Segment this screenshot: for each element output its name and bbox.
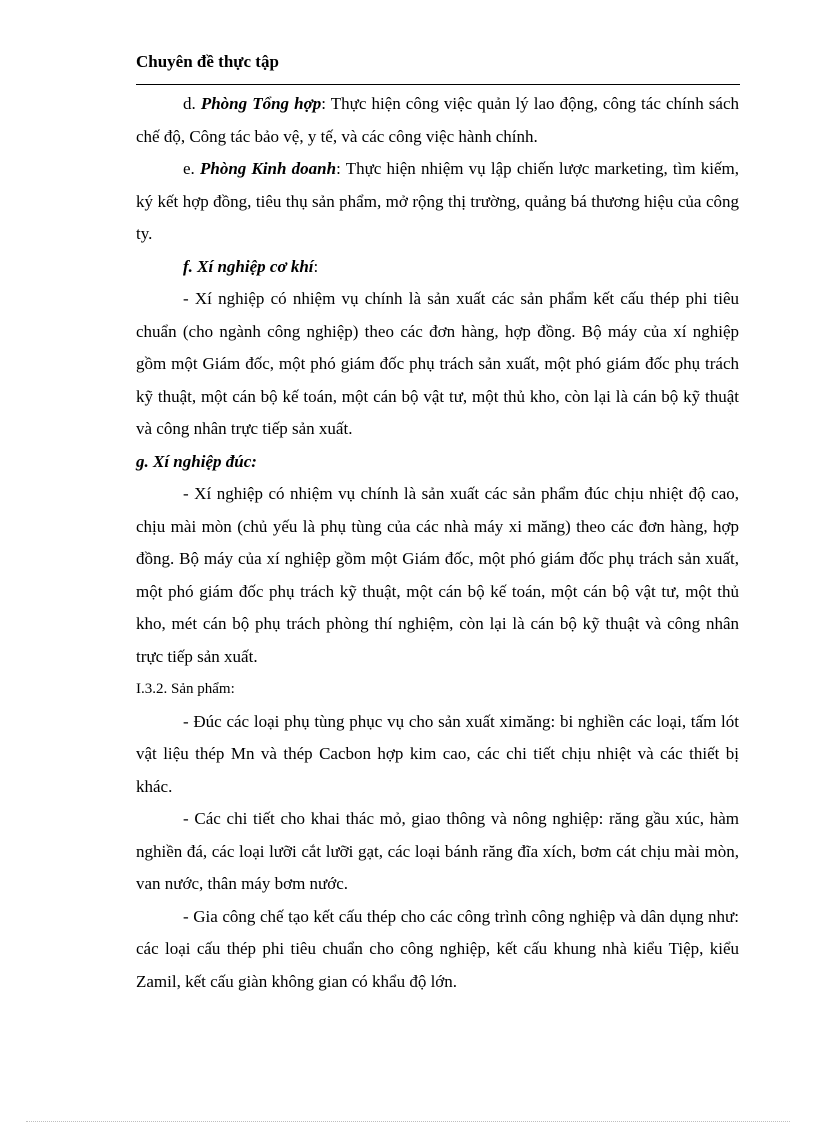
products-item-2: - Các chi tiết cho khai thác mỏ, giao thông và nông nghiệp: răng gầu xúc, hàm nghiền đá, các loại lưỡi cắt lưỡi gạt, các loại bánh răng đĩa xích, bơm cát chịu mài mòn, van nước, thân máy bơm nước. — [136, 809, 739, 893]
section-d-text: : Thực hiện công việc quản lý lao động, công tác chính sách chế độ, Công tác bảo vệ, y tế, và các công việc hành chính. — [136, 94, 740, 146]
section-g-paragraph: - Xí nghiệp có nhiệm vụ chính là sản xuất các sản phẩm đúc chịu nhiệt độ cao, chịu mài mòn (chủ yếu là phụ tùng của các nhà máy xi măng) theo các đơn hàng, hợp đồng. Bộ máy của xí nghiệp gồm một Giám đốc, một phó giám đốc phụ trách sản xuất, một phó giám đốc phụ trách kỹ thuật, một cán bộ kế toán, một cán bộ vật tư, một thủ kho, mét cán bộ phụ trách phòng thí nghiệm, còn lại là cán bộ kỹ thuật và công nhân trực tiếp sản xuất. — [136, 484, 739, 666]
section-f-colon: : — [313, 256, 319, 276]
section-f-paragraph: - Xí nghiệp có nhiệm vụ chính là sản xuất các sản phẩm kết cấu thép phi tiêu chuẩn (cho ngành công nghiệp) theo các đơn hàng, hợp đồng. Bộ máy của xí nghiệp gồm một Giám đốc, một phó giám đốc phụ trách sản xuất, một phó giám đốc phụ trách kỹ thuật, một cán bộ kế toán, một cán bộ vật tư, một thủ kho, còn lại là cán bộ kỹ thuật và công nhân trực tiếp sản xuất. — [136, 289, 739, 438]
section-e-paragraph — [136, 153, 739, 251]
products-section-heading: I.3.2. Sản phẩm: — [136, 681, 235, 697]
section-d-paragraph — [136, 88, 739, 153]
section-g-heading: g. Xí nghiệp đúc: — [136, 451, 257, 471]
section-e-heading: Phòng Kinh doanh — [200, 159, 337, 178]
page-bottom-edge — [26, 1121, 790, 1122]
header-divider — [136, 84, 740, 85]
products-item-1: - Đúc các loại phụ tùng phục vụ cho sản xuất ximăng: bi nghiền các loại, tấm lót vật liệu thép Mn và thép Cacbon hợp kim cao, các chi tiết chịu nhiệt và các thiết bị khác. — [136, 711, 739, 796]
section-g-heading-line — [136, 446, 739, 479]
section-e-label: e. — [183, 159, 195, 178]
section-d-heading: Phòng Tổng hợp — [200, 94, 322, 113]
section-f-heading: f. Xí nghiệp cơ khí — [183, 256, 314, 276]
section-f-heading-line — [136, 251, 739, 284]
section-d-label: d. — [183, 94, 196, 113]
products-item-3: - Gia công chế tạo kết cấu thép cho các công trình công nghiệp và dân dụng như: các loại cấu thép phi tiêu chuẩn cho công nghiệp, kết cấu khung nhà kiểu Tiệp, kiểu Zamil, kết cấu giàn không gian có khẩu độ lớn. — [136, 906, 739, 991]
section-e-text: : Thực hiện nhiệm vụ lập chiến lược marketing, tìm kiếm, ký kết hợp đồng, tiêu thụ sản phẩm, mở rộng thị trường, quảng bá thương hiệu của công ty. — [136, 159, 739, 243]
document-body — [136, 88, 739, 998]
page-header-title: Chuyên đề thực tập — [136, 52, 279, 71]
